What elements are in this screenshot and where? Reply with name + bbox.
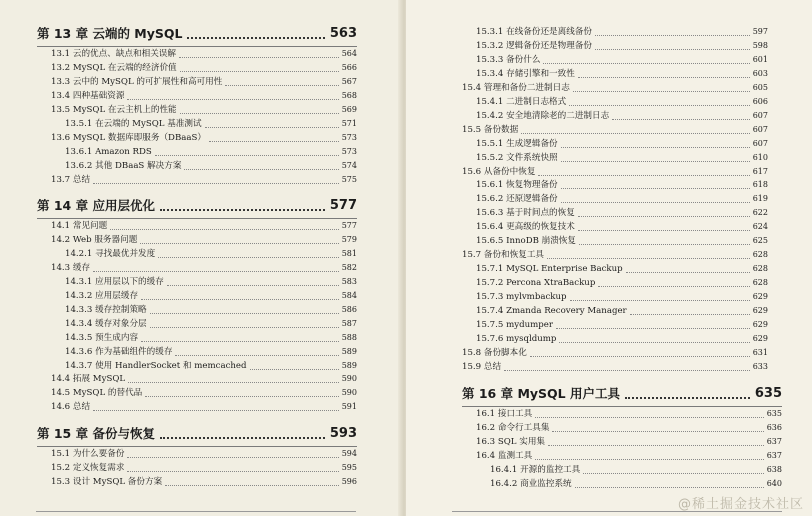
toc-entry-page: 605 bbox=[752, 82, 768, 92]
toc-entry-label: 14.3.1 应用层以下的缓存 bbox=[65, 276, 164, 287]
toc-entry-page: 596 bbox=[341, 476, 357, 486]
toc-entry-page: 574 bbox=[341, 160, 357, 170]
toc-entry bbox=[51, 103, 357, 117]
toc-entry bbox=[51, 447, 357, 461]
toc-entry-page: 598 bbox=[752, 40, 768, 50]
toc-entry bbox=[65, 247, 357, 261]
chapter-heading bbox=[37, 24, 357, 44]
toc-entry bbox=[51, 75, 357, 89]
dot-leader bbox=[579, 244, 750, 245]
dot-leader bbox=[578, 216, 750, 217]
toc-entry-label: 13.5 MySQL 在云主机上的性能 bbox=[51, 104, 177, 115]
dot-leader bbox=[167, 285, 339, 286]
dot-leader bbox=[145, 396, 338, 397]
page-bottom-line bbox=[36, 511, 356, 512]
toc-entry-label: 15.6.4 更高级的恢复技术 bbox=[476, 222, 575, 233]
toc-entry-label: 14.3 缓存 bbox=[51, 262, 91, 273]
toc-entry-label: 15.1 为什么要备份 bbox=[51, 449, 125, 459]
toc-entry bbox=[476, 53, 768, 67]
chapter-heading bbox=[37, 424, 357, 444]
toc-entry-label: 15.5.2 文件系统快照 bbox=[476, 152, 558, 163]
dot-leader bbox=[180, 113, 339, 114]
toc-entry bbox=[51, 372, 357, 386]
toc-entry-label: 15.6 从备份中恢复 bbox=[462, 166, 536, 177]
toc-entry bbox=[65, 145, 357, 159]
toc-entry-page: 566 bbox=[341, 62, 357, 72]
dot-leader bbox=[561, 188, 750, 189]
toc-entry bbox=[476, 39, 768, 53]
toc-entry-label: 14.4 拓展 MySQL bbox=[51, 374, 126, 385]
dot-leader bbox=[521, 133, 749, 134]
toc-entry-label: 14.3.5 预生成内容 bbox=[65, 332, 139, 343]
dot-leader bbox=[110, 229, 338, 230]
toc-entry bbox=[51, 400, 357, 414]
toc-entry-page: 629 bbox=[752, 319, 768, 329]
toc-entry-page: 631 bbox=[752, 347, 768, 357]
toc-entry bbox=[462, 81, 768, 95]
toc-entry-label: 15.3.1 在线备份还是离线备份 bbox=[476, 27, 593, 37]
dot-leader bbox=[552, 431, 763, 432]
toc-entry bbox=[51, 386, 357, 400]
toc-entry bbox=[65, 359, 357, 373]
toc-entry-label: 14.5 MySQL 的替代品 bbox=[51, 388, 143, 399]
toc-entry bbox=[462, 123, 768, 137]
toc-entry-label: 13.3 云中的 MySQL 的可扩展性和高可用性 bbox=[51, 76, 223, 87]
dot-leader bbox=[93, 183, 339, 184]
toc-entry-page: 635 bbox=[766, 409, 782, 418]
toc-entry-label: 13.5.1 在云端的 MySQL 基准测试 bbox=[65, 118, 202, 129]
toc-entry bbox=[65, 275, 357, 289]
dot-leader bbox=[598, 286, 749, 287]
toc-entry bbox=[476, 435, 782, 449]
toc-entry-page: 607 bbox=[752, 110, 768, 120]
toc-entry-label: 13.6 MySQL 数据库即服务（DBaaS） bbox=[51, 132, 206, 143]
toc-entry-label: 15.8 备份脚本化 bbox=[462, 347, 527, 358]
toc-entry-label: 15.2 定义恢复需求 bbox=[51, 462, 125, 473]
toc-entry-label: 13.2 MySQL 在云端的经济价值 bbox=[51, 62, 177, 73]
toc-entry-label: 15.3.2 逻辑备份还是物理备份 bbox=[476, 40, 593, 51]
toc-entry-page: 587 bbox=[341, 318, 357, 328]
dot-leader bbox=[575, 487, 764, 488]
toc-entry-label: 14.3.7 使用 HandlerSocket 和 memcached bbox=[65, 360, 247, 371]
chapter-heading bbox=[37, 196, 357, 216]
toc-entry-page: 624 bbox=[752, 222, 768, 232]
toc-entry-label: 15.7.6 mysqldump bbox=[476, 333, 557, 344]
toc-entry-label: 15.4.2 安全地清除老的二进制日志 bbox=[476, 110, 610, 121]
toc-entry bbox=[51, 89, 357, 103]
toc-entry-page: 601 bbox=[752, 54, 768, 64]
toc-entry-page: 633 bbox=[752, 361, 768, 371]
toc-entry bbox=[476, 449, 782, 463]
watermark: @稀土掘金技术社区 bbox=[677, 497, 804, 512]
toc-entry-page: 568 bbox=[341, 90, 357, 100]
toc-entry bbox=[65, 345, 357, 359]
toc-entry-label: 15.9 总结 bbox=[462, 361, 502, 372]
dot-leader bbox=[250, 369, 339, 370]
dot-leader bbox=[595, 49, 750, 50]
right-page bbox=[406, 0, 812, 516]
toc-entry bbox=[476, 276, 768, 290]
dot-leader bbox=[504, 370, 750, 371]
toc-entry-label: 15.7 备份和恢复工具 bbox=[462, 250, 545, 261]
toc-entry-label: 13.7 总结 bbox=[51, 174, 91, 185]
dot-leader bbox=[127, 471, 338, 472]
toc-entry-page: 629 bbox=[752, 292, 768, 302]
toc-entry-page: 571 bbox=[341, 118, 357, 128]
toc-entry bbox=[65, 331, 357, 345]
toc-entry bbox=[51, 475, 357, 489]
chapter-page: 563 bbox=[329, 26, 357, 41]
toc-entry-page: 586 bbox=[341, 304, 357, 314]
dot-leader bbox=[573, 91, 750, 92]
toc-entry bbox=[476, 332, 768, 346]
dot-leader bbox=[205, 127, 339, 128]
toc-entry-page: 581 bbox=[341, 248, 357, 258]
chapter-title: 第 14 章 应用层优化 bbox=[37, 198, 155, 213]
toc-entry-page: 595 bbox=[341, 462, 357, 472]
toc-entry-page: 590 bbox=[341, 374, 357, 384]
toc-entry bbox=[476, 234, 768, 248]
dot-leader bbox=[625, 397, 750, 399]
toc-entry-label: 16.4.1 开源的监控工具 bbox=[490, 464, 581, 475]
toc-entry-label: 14.3.3 缓存控制策略 bbox=[65, 304, 147, 315]
toc-entry-page: 637 bbox=[766, 450, 782, 460]
toc-entry-label: 15.6.3 基于时间点的恢复 bbox=[476, 208, 575, 219]
toc-entry-label: 15.3.3 备份什么 bbox=[476, 54, 541, 65]
dot-leader bbox=[612, 119, 750, 120]
toc-entry-page: 640 bbox=[766, 478, 782, 488]
chapter-page: 635 bbox=[754, 386, 782, 401]
toc-entry bbox=[51, 131, 357, 145]
chapter-title: 第 13 章 云端的 MySQL bbox=[37, 26, 183, 41]
toc-entry bbox=[490, 477, 782, 491]
toc-entry bbox=[51, 461, 357, 475]
toc-entry-label: 15.5.1 生成逻辑备份 bbox=[476, 138, 558, 149]
toc-entry-label: 14.1 常见问题 bbox=[51, 221, 108, 231]
toc-entry bbox=[476, 318, 768, 332]
toc-entry-page: 594 bbox=[341, 449, 357, 458]
toc-entry bbox=[51, 61, 357, 75]
toc-entry-page: 575 bbox=[341, 174, 357, 184]
dot-leader bbox=[140, 243, 338, 244]
dot-leader bbox=[187, 37, 324, 39]
dot-leader bbox=[535, 417, 763, 418]
dot-leader bbox=[561, 202, 750, 203]
toc-entry-label: 16.3 SQL 实用集 bbox=[476, 436, 546, 447]
toc-entry-page: 638 bbox=[766, 464, 782, 474]
toc-entry bbox=[476, 304, 768, 318]
chapter-heading bbox=[462, 384, 782, 404]
toc-entry bbox=[476, 192, 768, 206]
dot-leader bbox=[626, 272, 750, 273]
toc-entry-page: 603 bbox=[752, 68, 768, 78]
dot-leader bbox=[561, 147, 750, 148]
toc-entry-page: 628 bbox=[752, 278, 768, 288]
dot-leader bbox=[127, 457, 338, 458]
dot-leader bbox=[559, 342, 749, 343]
toc-entry-page: 564 bbox=[341, 49, 357, 58]
toc-entry bbox=[490, 463, 782, 477]
toc-entry-page: 584 bbox=[341, 290, 357, 300]
toc-entry-page: 637 bbox=[766, 436, 782, 446]
toc-entry bbox=[476, 151, 768, 165]
toc-entry bbox=[462, 360, 768, 374]
toc-entry bbox=[476, 178, 768, 192]
chapter-title: 第 16 章 MySQL 用户工具 bbox=[462, 386, 620, 401]
toc-entry-label: 13.6.2 其他 DBaaS 解决方案 bbox=[65, 160, 182, 171]
toc-entry bbox=[462, 165, 768, 179]
toc-entry-label: 13.6.1 Amazon RDS bbox=[65, 146, 152, 157]
toc-entry bbox=[476, 206, 768, 220]
toc-entry-label: 15.5 备份数据 bbox=[462, 124, 519, 135]
toc-entry-label: 14.3.2 应用层缓存 bbox=[65, 290, 139, 301]
toc-entry-page: 582 bbox=[341, 262, 357, 272]
toc-entry-page: 607 bbox=[752, 124, 768, 134]
toc-entry-page: 617 bbox=[752, 166, 768, 176]
toc-entry bbox=[476, 67, 768, 81]
dot-leader bbox=[127, 99, 338, 100]
toc-entry bbox=[476, 421, 782, 435]
toc-entry bbox=[65, 317, 357, 331]
dot-leader bbox=[128, 382, 339, 383]
toc-entry-label: 13.4 四种基础资源 bbox=[51, 90, 125, 101]
dot-leader bbox=[538, 175, 749, 176]
toc-entry-page: 569 bbox=[341, 104, 357, 114]
left-page bbox=[0, 0, 402, 516]
toc-entry-page: 610 bbox=[752, 152, 768, 162]
toc-entry bbox=[51, 47, 357, 61]
toc-entry bbox=[462, 248, 768, 262]
dot-leader bbox=[578, 77, 750, 78]
toc-entry bbox=[476, 262, 768, 276]
toc-entry-page: 597 bbox=[752, 27, 768, 36]
toc-entry-label: 14.3.4 缓存对象分层 bbox=[65, 318, 147, 329]
toc-entry bbox=[51, 219, 357, 233]
dot-leader bbox=[141, 299, 339, 300]
toc-entry-label: 15.7.2 Percona XtraBackup bbox=[476, 278, 596, 289]
toc-entry-page: 591 bbox=[341, 402, 357, 412]
toc-entry-label: 15.7.5 mydumper bbox=[476, 319, 553, 330]
toc-entry-label: 15.7.4 Zmanda Recovery Manager bbox=[476, 306, 627, 316]
toc-entry bbox=[476, 220, 768, 234]
dot-leader bbox=[595, 35, 750, 36]
toc-entry-page: 567 bbox=[341, 76, 357, 86]
toc-entry bbox=[65, 117, 357, 131]
dot-leader bbox=[225, 85, 338, 86]
toc-entry bbox=[65, 289, 357, 303]
chapter-page: 577 bbox=[329, 198, 357, 213]
toc-entry-label: 15.3.4 存储引擎和一致性 bbox=[476, 68, 575, 79]
dot-leader bbox=[535, 459, 763, 460]
dot-leader bbox=[548, 445, 764, 446]
toc-entry bbox=[462, 346, 768, 360]
dot-leader bbox=[160, 437, 325, 439]
dot-leader bbox=[583, 473, 763, 474]
dot-leader bbox=[530, 356, 750, 357]
toc-entry-page: 629 bbox=[752, 306, 768, 315]
dot-leader bbox=[155, 155, 339, 156]
dot-leader bbox=[150, 327, 339, 328]
toc-entry-page: 628 bbox=[752, 264, 768, 274]
toc-entry-page: 588 bbox=[341, 332, 357, 342]
toc-entry-page: 589 bbox=[341, 346, 357, 356]
toc-entry-page: 589 bbox=[341, 360, 357, 370]
toc-entry bbox=[65, 303, 357, 317]
chapter-page: 593 bbox=[329, 426, 357, 441]
toc-entry-page: 606 bbox=[752, 96, 768, 106]
toc-entry-page: 573 bbox=[341, 132, 357, 142]
dot-leader bbox=[165, 485, 339, 486]
toc-entry-page: 619 bbox=[752, 194, 768, 204]
toc-entry-label: 15.6.2 还原逻辑备份 bbox=[476, 194, 558, 205]
dot-leader bbox=[570, 300, 750, 301]
toc-entry-page: 577 bbox=[341, 221, 357, 230]
dot-leader bbox=[630, 314, 750, 315]
toc-entry-page: 625 bbox=[752, 236, 768, 246]
toc-entry-label: 15.4 管理和备份二进制日志 bbox=[462, 82, 570, 93]
toc-entry-label: 15.4.1 二进制日志格式 bbox=[476, 96, 567, 107]
toc-entry-label: 15.6.1 恢复物理备份 bbox=[476, 180, 558, 191]
toc-entry-page: 618 bbox=[752, 180, 768, 190]
dot-leader bbox=[209, 141, 339, 142]
toc-entry-label: 14.6 总结 bbox=[51, 402, 91, 413]
dot-leader bbox=[150, 313, 339, 314]
toc-entry-label: 16.4.2 商业监控系统 bbox=[490, 478, 572, 489]
toc-entry bbox=[65, 159, 357, 173]
dot-leader bbox=[175, 355, 338, 356]
toc-entry-label: 15.3 设计 MySQL 备份方案 bbox=[51, 476, 163, 487]
toc-entry-label: 15.7.1 MySQL Enterprise Backup bbox=[476, 264, 623, 275]
dot-leader bbox=[158, 257, 338, 258]
dot-leader bbox=[160, 209, 325, 211]
dot-leader bbox=[543, 63, 749, 64]
toc-entry-page: 590 bbox=[341, 388, 357, 398]
chapter-title: 第 15 章 备份与恢复 bbox=[37, 426, 155, 441]
toc-entry bbox=[476, 25, 768, 39]
toc-entry-label: 14.3.6 作为基础组件的缓存 bbox=[65, 346, 173, 357]
toc-entry bbox=[476, 109, 768, 123]
toc-entry-page: 622 bbox=[752, 208, 768, 218]
toc-entry-label: 14.2 Web 服务器问题 bbox=[51, 234, 138, 245]
toc-entry bbox=[476, 95, 768, 109]
toc-entry-page: 629 bbox=[752, 333, 768, 343]
toc-entry bbox=[51, 261, 357, 275]
toc-entry-page: 636 bbox=[766, 422, 782, 432]
dot-leader bbox=[569, 105, 749, 106]
toc-entry-label: 16.2 命令行工具集 bbox=[476, 422, 550, 433]
toc-entry bbox=[51, 173, 357, 187]
toc-entry bbox=[476, 407, 782, 421]
dot-leader bbox=[578, 230, 750, 231]
toc-entry-label: 16.4 监测工具 bbox=[476, 450, 533, 461]
toc-entry-page: 607 bbox=[752, 138, 768, 148]
toc-entry-page: 579 bbox=[341, 234, 357, 244]
toc-entry-label: 15.7.3 mylvmbackup bbox=[476, 292, 567, 303]
toc-entry-page: 583 bbox=[341, 276, 357, 286]
toc-entry bbox=[476, 290, 768, 304]
dot-leader bbox=[179, 57, 339, 58]
toc-entry-label: 13.1 云的优点、缺点和相关误解 bbox=[51, 49, 176, 59]
toc-entry-label: 16.1 接口工具 bbox=[476, 409, 533, 419]
toc-entry-page: 573 bbox=[341, 146, 357, 156]
dot-leader bbox=[561, 161, 750, 162]
dot-leader bbox=[184, 169, 338, 170]
toc-entry-page: 628 bbox=[752, 250, 768, 260]
dot-leader bbox=[141, 341, 339, 342]
dot-leader bbox=[93, 410, 339, 411]
toc-entry-label: 15.6.5 InnoDB 崩溃恢复 bbox=[476, 236, 577, 247]
toc-entry-label: 14.2.1 寻找最优并发度 bbox=[65, 248, 156, 259]
dot-leader bbox=[180, 71, 339, 72]
dot-leader bbox=[547, 258, 750, 259]
toc-entry bbox=[476, 137, 768, 151]
toc-entry bbox=[51, 233, 357, 247]
dot-leader bbox=[556, 328, 750, 329]
dot-leader bbox=[93, 271, 339, 272]
